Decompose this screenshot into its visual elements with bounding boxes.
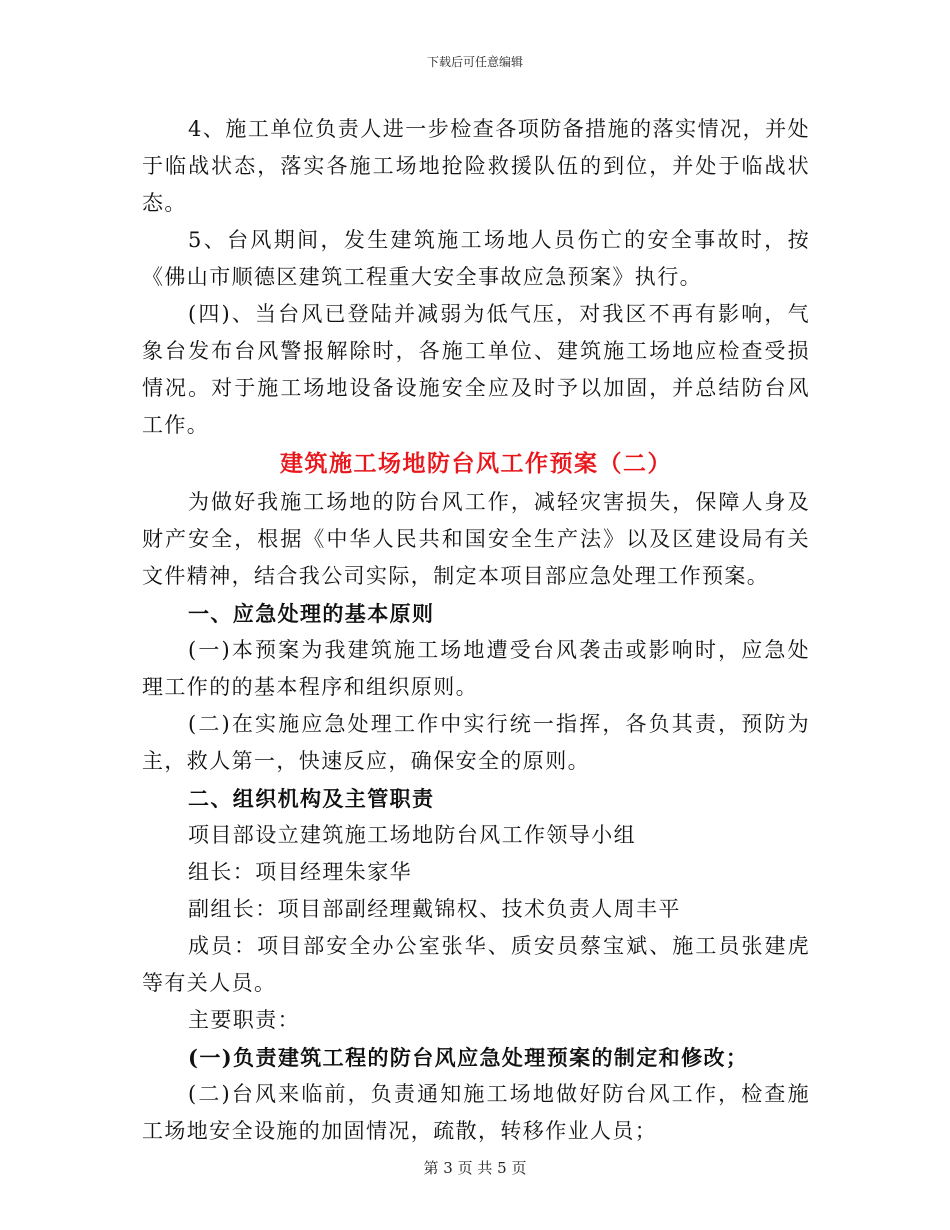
paragraph-item-4: 4、施工单位负责人进一步检查各项防备措施的落实情况，并处于临战状态，落实各施工场地抢险救援队伍的到位，并处于临战状态。 — [142, 117, 810, 215]
page-header-note: 下载后可任意编辑 — [426, 55, 523, 69]
section-2-line-deputy: 副组长：项目部副经理戴锦权、技术负责人周丰平 — [188, 897, 681, 921]
document-body — [142, 111, 810, 1150]
paragraph-item-5: 5、台风期间，发生建筑施工场地人员伤亡的安全事故时，按《佛山市顺德区建筑工程重大安全事故应急预案》执行。 — [142, 228, 810, 289]
section-2-line-1: 项目部设立建筑施工场地防台风工作领导小组 — [188, 823, 636, 847]
section-2-line-members: 成员：项目部安全办公室张华、质安员蔡宝斌、施工员张建虎等有关人员。 — [142, 934, 810, 995]
duty-item-2: (二)台风来临前，负责通知施工场地做好防台风工作，检查施工场地安全设施的加固情况，疏散，转移作业人员； — [142, 1082, 810, 1143]
intro-paragraph: 为做好我施工场地的防台风工作，减轻灾害损失，保障人身及财产安全，根据《中华人民共和国安全生产法》以及区建设局有关文件精神，结合我公司实际，制定本项目部应急处理工作预案。 — [142, 490, 810, 588]
section-1-item-1: (一)本预案为我建筑施工场地遭受台风袭击或影响时，应急处理工作的的基本程序和组织原则。 — [142, 638, 810, 699]
page-number-footer: 第 3 页 共 5 页 — [423, 1159, 527, 1177]
paragraph-section-4: (四)、当台风已登陆并减弱为低气压，对我区不再有影响，气象台发布台风警报解除时，各施工单位、建筑施工场地应检查受损情况。对于施工场地设备设施安全应及时予以加固，并总结防台风工作。 — [142, 302, 810, 437]
section-1-heading: 一、应急处理的基本原则 — [188, 601, 435, 626]
section-2-line-leader: 组长：项目经理朱家华 — [188, 860, 412, 884]
duty-item-1: (一)负责建筑工程的防台风应急处理预案的制定和修改； — [188, 1045, 749, 1070]
section-2-line-duties: 主要职责： — [188, 1008, 300, 1032]
section-1-item-2: (二)在实施应急处理工作中实行统一指挥，各负其责，预防为主，救人第一，快速反应，确保安全的原则。 — [142, 712, 810, 773]
document-title: 建筑施工场地防台风工作预案（二） — [280, 450, 672, 477]
section-2-heading: 二、组织机构及主管职责 — [188, 786, 435, 811]
